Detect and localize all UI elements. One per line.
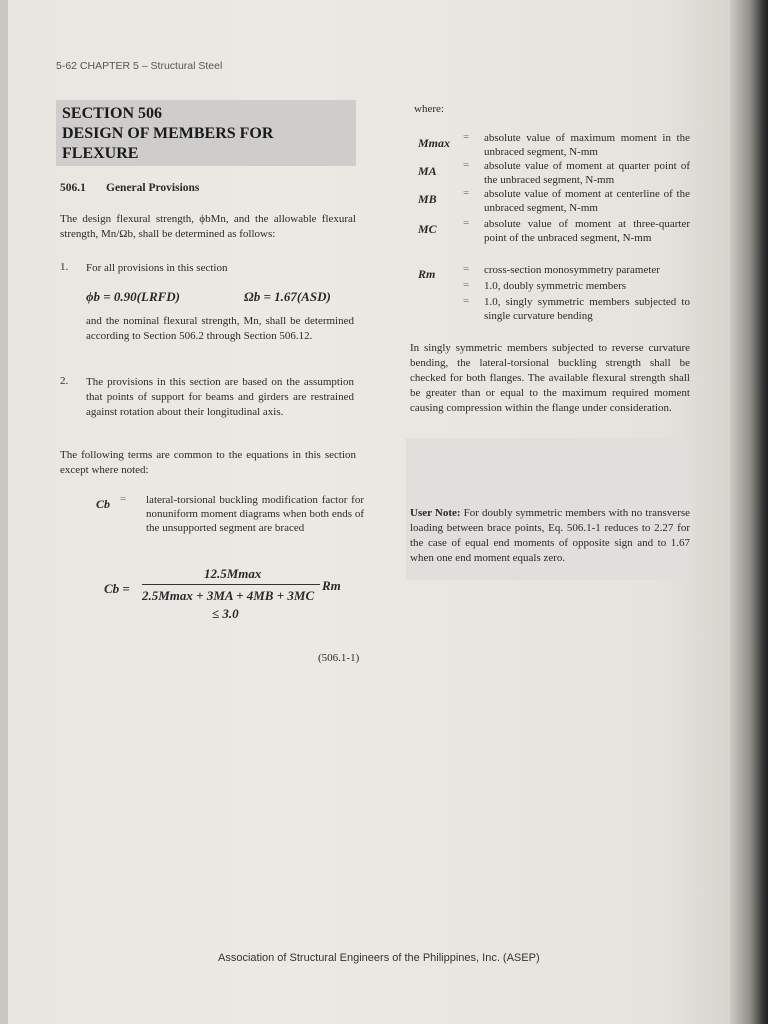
- running-head: 5-62 CHAPTER 5 – Structural Steel: [56, 60, 223, 72]
- item1-number: 1.: [60, 261, 69, 273]
- singly-symmetric-paragraph: In singly symmetric members subjected to reverse curvature bending, the lateral-torsional buckling strength shall be checked for both flanges. The available flexural strength shall be greater than or equal to the maximum required moment causing compression within the flange under consideration.: [410, 342, 690, 414]
- phi-omega-equations: [86, 289, 356, 305]
- subsection-heading: [60, 182, 199, 194]
- rm-value2-equals: =: [463, 295, 470, 307]
- def-text-rm: cross-section monosymmetry parameter: [484, 264, 660, 276]
- rm-value1-equals: =: [463, 279, 470, 291]
- def-equals-mc: =: [463, 217, 470, 229]
- section-title-line3: FLEXURE: [62, 145, 139, 162]
- formula-denominator: 2.5Mmax + 3MA + 4MB + 3MC: [142, 588, 315, 603]
- fraction-bar: [142, 584, 320, 585]
- formula-rm: Rm: [322, 578, 341, 593]
- user-note-label: User Note:: [410, 507, 461, 519]
- cb-symbol: Cb: [96, 497, 111, 511]
- where-label: where:: [414, 103, 444, 115]
- rm-value2-text: 1.0, singly symmetric members subjected to single curvature bending: [484, 296, 690, 322]
- section-title-line1: SECTION 506: [62, 105, 163, 122]
- cb-equals: =: [120, 493, 127, 505]
- eq-lrfd: ϕb = 0.90(LRFD): [86, 289, 181, 304]
- formula-limit: ≤ 3.0: [212, 606, 239, 621]
- def-symbol-mb: MB: [418, 192, 437, 206]
- item1-text: For all provisions in this section: [86, 262, 228, 274]
- subsection-number: 506.1: [60, 182, 86, 194]
- terms-intro: The following terms are common to the equations in this section except where noted:: [60, 449, 356, 476]
- page-footer: Association of Structural Engineers of the Philippines, Inc. (ASEP): [218, 952, 540, 964]
- cb-definition: lateral-torsional buckling modification factor for nonuniform moment diagrams when both ends of the unsupported segment are braced: [146, 494, 364, 534]
- rm-value1-text: 1.0, doubly symmetric members: [484, 280, 627, 292]
- def-text-mc: absolute value of moment at three-quarter point of the unbraced segment, N-mm: [484, 218, 690, 244]
- def-equals-mmax: =: [463, 131, 470, 143]
- formula-lhs: Cb =: [104, 581, 130, 596]
- document-page: [8, 0, 730, 1024]
- item1-after: and the nominal flexural strength, Mn, shall be determined according to Section 506.2 through Section 506.12.: [86, 315, 354, 342]
- subsection-title: General Provisions: [106, 182, 200, 194]
- def-text-ma: absolute value of moment at quarter point of the unbraced segment, N-mm: [484, 160, 690, 186]
- def-symbol-rm: Rm: [418, 267, 436, 281]
- formula-numerator: 12.5Mmax: [204, 566, 262, 581]
- item2-text: The provisions in this section are based on the assumption that points of support for beams and girders are restrained against rotation about their longitudinal axis.: [86, 376, 354, 418]
- def-symbol-mc: MC: [418, 222, 437, 236]
- eq-asd: Ωb = 1.67(ASD): [244, 289, 331, 304]
- equation-number: (506.1-1): [318, 652, 360, 664]
- def-equals-mb: =: [463, 187, 470, 199]
- book-binding-edge: [730, 0, 768, 1024]
- def-equals-rm: =: [463, 263, 470, 275]
- intro-paragraph: The design flexural strength, ϕbMn, and the allowable flexural strength, Mn/Ωb, shall be determined as follows:: [60, 213, 356, 240]
- def-text-mb: absolute value of moment at centerline of the unbraced segment, N-mm: [484, 188, 690, 214]
- item2-number: 2.: [60, 375, 69, 387]
- def-symbol-mmax: Mmax: [418, 136, 451, 150]
- def-symbol-ma: MA: [418, 164, 437, 178]
- section-title: [62, 104, 273, 164]
- def-text-mmax: absolute value of maximum moment in the unbraced segment, N-mm: [484, 132, 690, 158]
- user-note-text: For doubly symmetric members with no transverse loading between brace points, Eq. 506.1-1 reduces to 2.27 for the case of equal end moments of opposite sign and to 1.67 when one end moment equals zero.: [410, 507, 690, 564]
- section-title-line2: DESIGN OF MEMBERS FOR: [62, 125, 274, 142]
- user-note: [410, 506, 690, 566]
- def-equals-ma: =: [463, 159, 470, 171]
